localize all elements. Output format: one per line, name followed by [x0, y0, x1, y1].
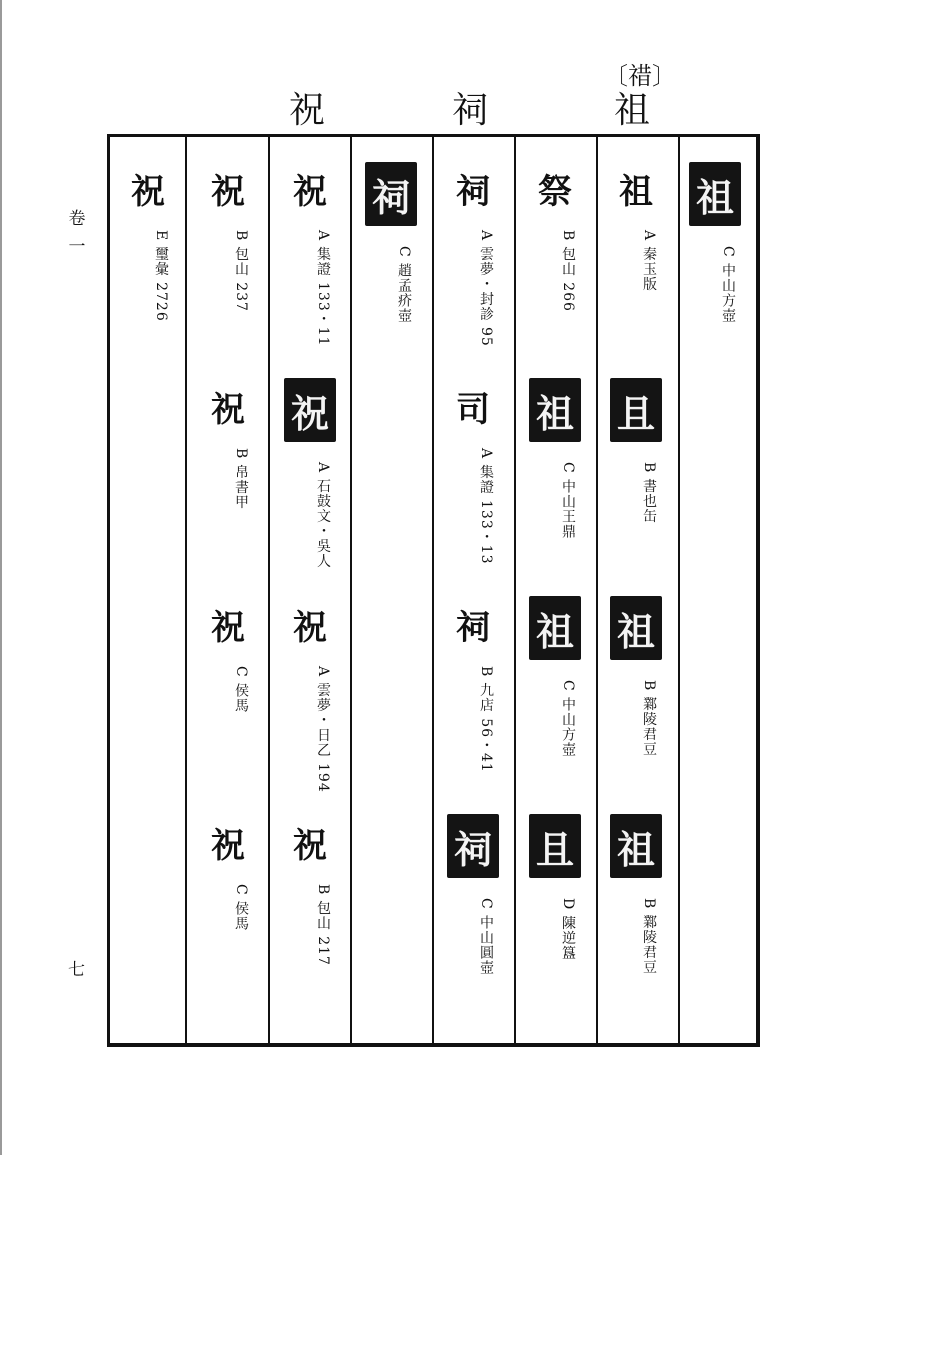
source-label: C 趙孟疥壺 [396, 246, 412, 324]
source-label: C 中山圓壺 [478, 898, 494, 976]
column-divider [514, 134, 516, 1044]
source-label: B 包山 217 [315, 884, 331, 966]
character-form-glyph: 祖 [529, 596, 581, 660]
character-form-glyph: 祝 [293, 825, 327, 866]
character-form-glyph: 且 [610, 378, 662, 442]
character-form-glyph: 祝 [211, 171, 245, 212]
column-divider [185, 134, 187, 1044]
character-form-glyph: 祭 [538, 171, 572, 212]
character-form-glyph: 祖 [610, 814, 662, 878]
source-label: C 中山方壺 [560, 680, 576, 758]
headword-ci: 祠 [452, 90, 489, 131]
character-form-glyph: 祝 [211, 825, 245, 866]
source-label: C 中山王鼎 [560, 462, 576, 540]
source-label: B 帛書甲 [233, 448, 249, 510]
source-label: A 集證 133・11 [315, 230, 331, 347]
character-form-glyph: 祝 [293, 607, 327, 648]
source-label: C 侯馬 [233, 884, 249, 932]
source-label: C 侯馬 [233, 666, 249, 714]
source-label: E 璽彙 2726 [153, 230, 169, 322]
character-form-glyph: 祠 [447, 814, 499, 878]
source-label: A 雲夢・日乙 194 [315, 666, 331, 793]
character-form-glyph: 祝 [211, 607, 245, 648]
column-divider [596, 134, 598, 1044]
headword-zu-variant: 〔䄍〕 [604, 62, 676, 90]
source-label: B 包山 266 [560, 230, 576, 312]
source-label: B 九店 56・41 [478, 666, 494, 773]
character-form-glyph: 祖 [610, 596, 662, 660]
column-divider [268, 134, 270, 1044]
character-form-glyph: 祝 [284, 378, 336, 442]
character-form-glyph: 祝 [293, 171, 327, 212]
column-divider [350, 134, 352, 1044]
source-label: B 包山 237 [233, 230, 249, 312]
character-form-glyph: 祠 [456, 171, 490, 212]
character-form-glyph: 祖 [689, 162, 741, 226]
character-form-glyph: 祝 [211, 389, 245, 430]
source-label: D 陳逆簋 [560, 898, 576, 961]
headword-zu: 祖 [614, 90, 651, 131]
character-form-glyph: 司 [456, 389, 490, 430]
source-label: A 秦玉版 [641, 230, 657, 292]
volume-marker [66, 205, 88, 261]
headword-zhu: 祝 [289, 90, 326, 131]
page-number: 七 [68, 960, 85, 980]
volume-char: 一 [68, 237, 86, 257]
source-label: A 雲夢・封診 95 [478, 230, 494, 347]
source-label: B 書也缶 [641, 462, 657, 524]
column-divider [678, 134, 680, 1044]
character-form-glyph: 祠 [456, 607, 490, 648]
column-divider [432, 134, 434, 1044]
source-label: C 中山方壺 [720, 246, 736, 324]
source-label: A 集證 133・13 [478, 448, 494, 565]
character-form-glyph: 祠 [365, 162, 417, 226]
source-label: B 鄴陵君豆 [641, 898, 657, 975]
character-form-glyph: 祝 [131, 171, 165, 212]
character-form-glyph: 祖 [529, 378, 581, 442]
source-label: B 鄴陵君豆 [641, 680, 657, 757]
binding-edge-line [0, 0, 2, 1155]
character-form-glyph: 且 [529, 814, 581, 878]
volume-char: 卷 [68, 209, 86, 229]
source-label: A 石鼓文・吳人 [315, 462, 331, 569]
character-form-glyph: 祖 [619, 171, 653, 212]
